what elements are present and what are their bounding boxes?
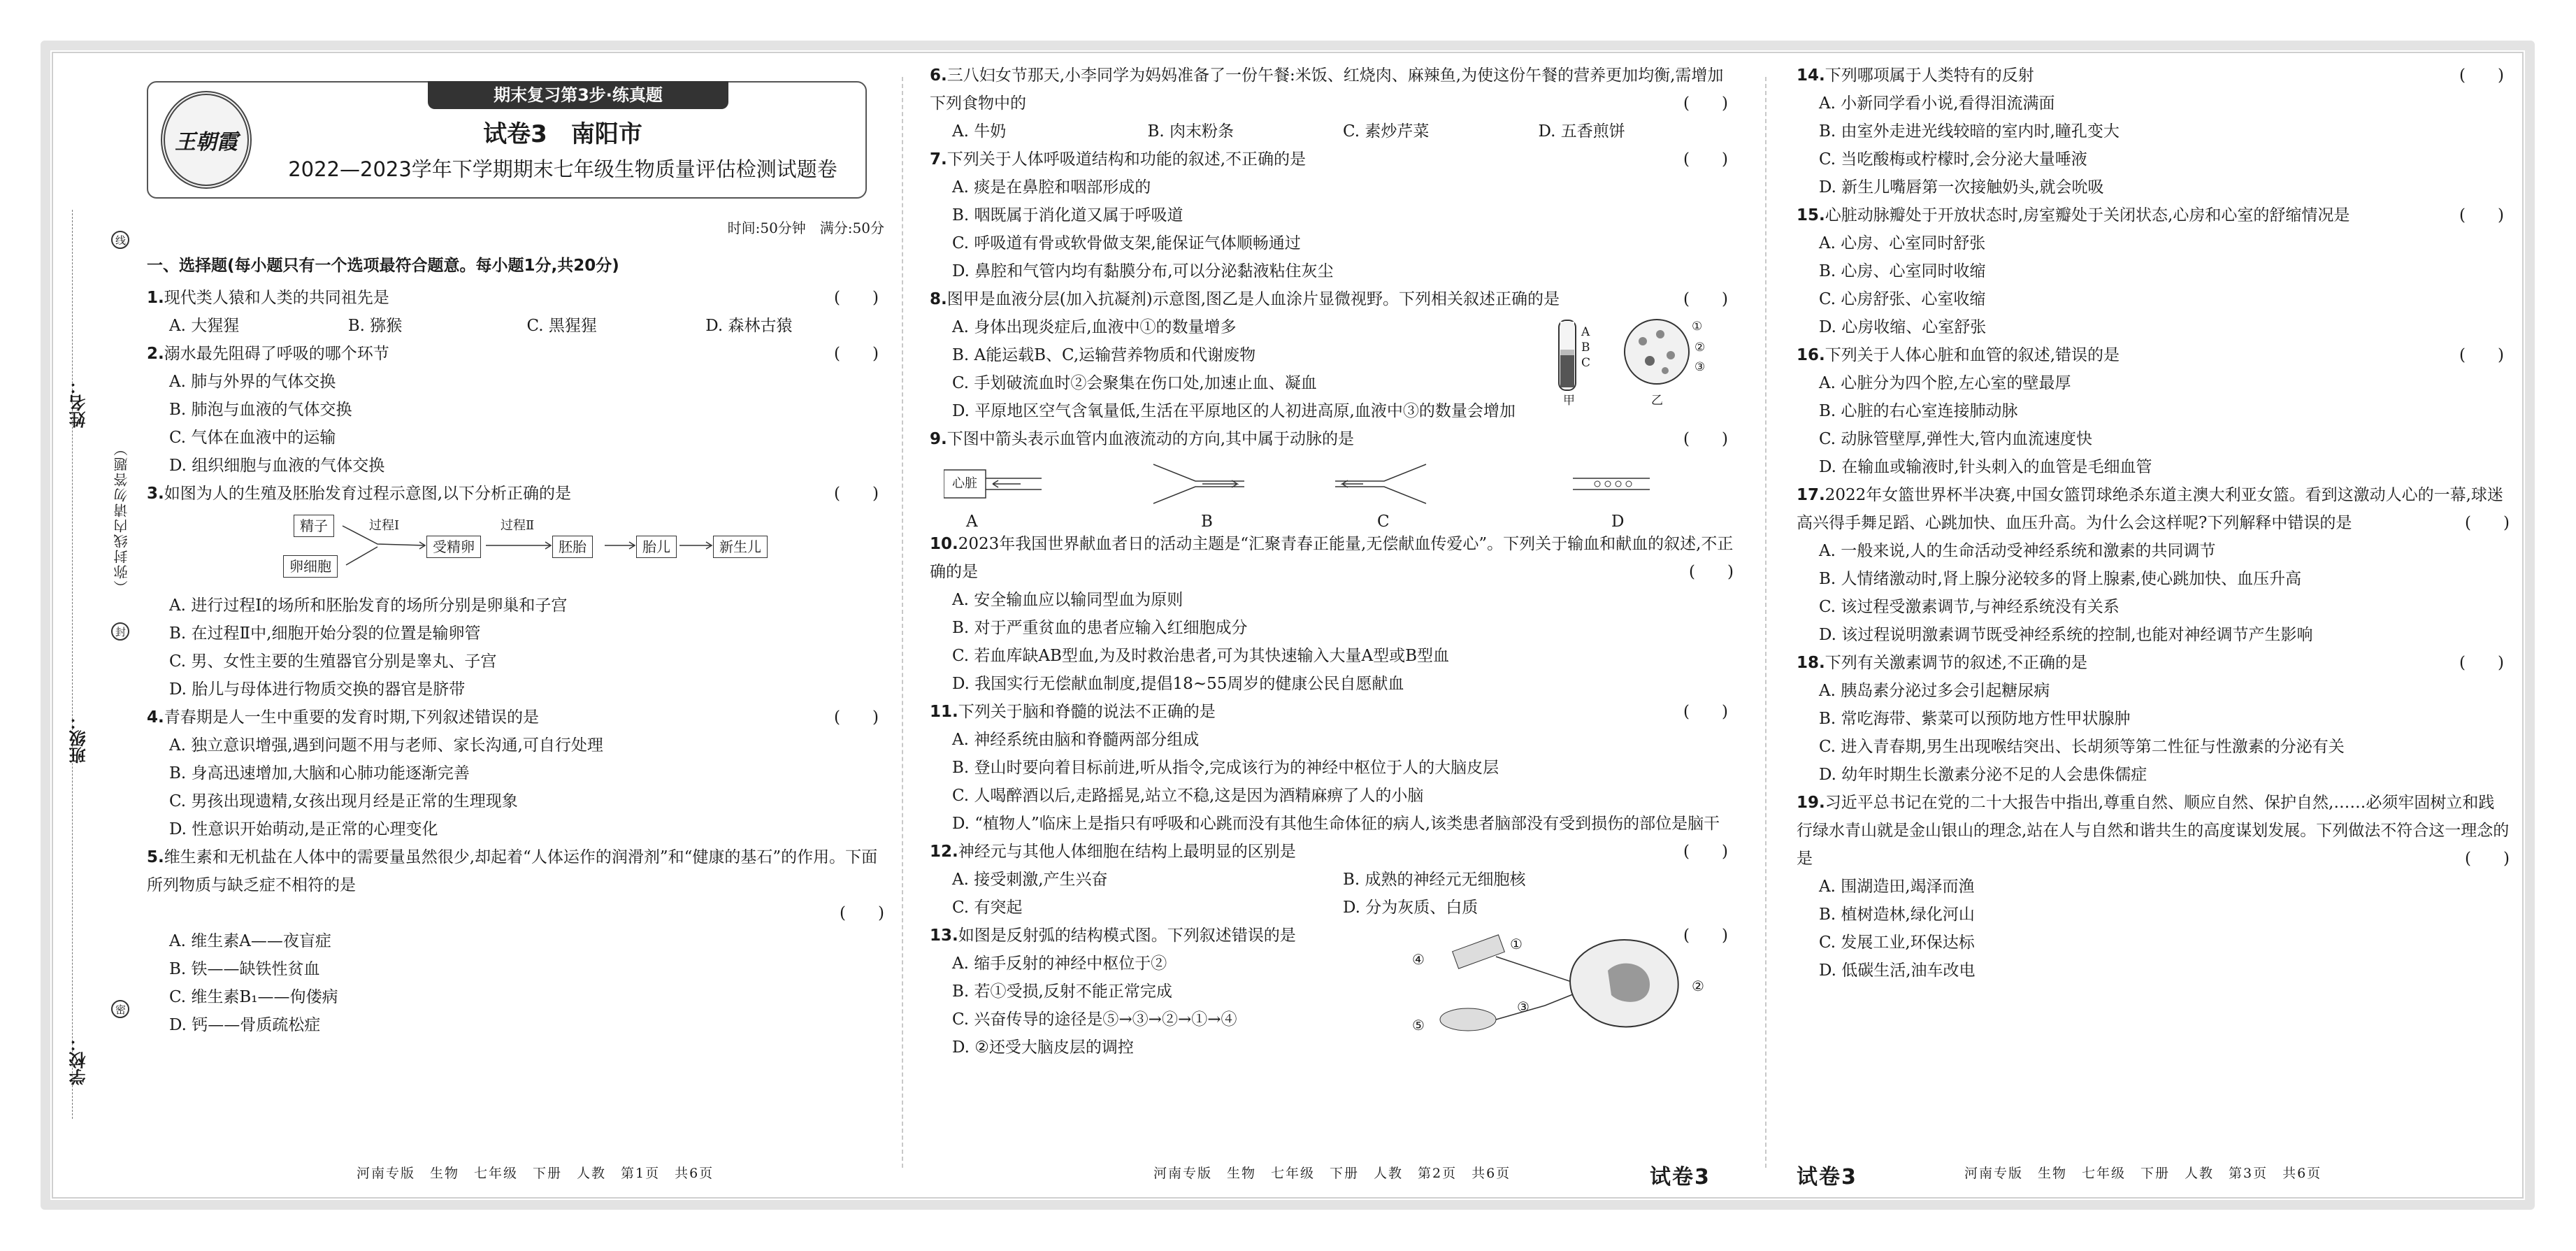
question: 5.维生素和无机盐在人体中的需要量虽然很少,却起着“人体运作的润滑剂”和“健康的基石”的作用。下面所列物质与缺乏症不相符的是 ( ) A. 维生素A——夜盲症 B. 铁——缺铁性贫血 C. 维生素B₁——佝偻病 D. 钙——骨质疏松症 [147, 848, 884, 1034]
page-1 [147, 62, 884, 1180]
question: 17.2022年女篮世界杯半决赛,中国女篮罚球绝杀东道主澳大利亚女篮。看到这激动人心的一幕,球迷高兴得手舞足蹈、心跳加快、血压升高。为什么会这样呢?下列解释中错误的是 ( ) A. 一般来说,人的生命活动受神经系统和激素的共同调节 B. 人情绪激动时,肾上腺分泌较多的肾上腺素,使心跳加快、血压升高 C. 该过程受激素调节,与神经系统没有关系 D. 该过程说明激素调节既受神经系统的控制,也能对神经调节产生影响 [1797, 486, 2510, 644]
question: 13.如图是反射弧的结构模式图。下列叙述错误的是 ( ) A. 缩手反射的神经中枢位于② B. 若①受损,反射不能正常完成 C. 兴奋传导的途径是⑤→③→②→①→④ D. ②还受大脑皮层的调控 ④ ① ② ③ ⑤ [930, 927, 1728, 1057]
header-banner: 期末复习第3步·练真题 [428, 81, 728, 109]
reproduction-flow-diagram: 精子 卵细胞 过程Ⅰ 受精卵 过程Ⅱ 胚胎 胎儿 新生儿 [147, 510, 884, 587]
page-2 [930, 62, 1734, 1189]
question: 7.下列关于人体呼吸道结构和功能的叙述,不正确的是 ( ) A. 痰是在鼻腔和咽部形成的 B. 咽既属于消化道又属于呼吸道 C. 呼吸道有骨或软骨做支架,能保证气体顺畅通过 D. 鼻腔和气管内均有黏膜分布,可以分泌黏液粘住灰尘 [930, 150, 1728, 280]
reflex-arc-figure: ④ ① ② ③ ⑤ [1412, 936, 1704, 1034]
question: 9.下图中箭头表示血管内血液流动的方向,其中属于动脉的是 ( ) 心脏 A B C D [930, 425, 1734, 530]
question: 10.2023年我国世界献血者日的活动主题是“汇聚青春正能量,无偿献血传爱心”。下列关于输血和献血的叙述,不正确的是 ( ) A. 安全输血应以输同型血为原则 B. 对于严重贫血的患者应输入红细胞成分 C. 若血库缺AB型血,为及时救治患者,可为其快速输入大量A型或B型血 D. 我国实行无偿献血制度,提倡18~55周岁的健康公民自愿献血 [930, 535, 1734, 693]
question: 14.下列哪项属于人类特有的反射 ( ) A. 小新同学看小说,看得泪流满面 B. 由室外走进光线较暗的室内时,瞳孔变大 C. 当吃酸梅或柠檬时,会分泌大量唾液 D. 新生儿嘴唇第一次接触奶头,就会吮吸 [1797, 66, 2504, 196]
class-label: 班级： [69, 713, 89, 764]
paper-number: 试卷3 [1797, 1165, 1857, 1189]
question: 8.图甲是血液分层(加入抗凝剂)示意图,图乙是人血涂片显微视野。下列相关叙述正确的是 ( ) A. 身体出现炎症后,血液中①的数量增多 B. A能运载B、C,运输营养物质和代谢废物 C. 手划破流血时②会聚集在伤口处,加速止血、凝血 D. 平原地区空气含氧量低,生活在平原地区的人初进高原,血液中③的数量会增加 A B C 甲 乙 ① ② ③ [930, 290, 1728, 420]
brand-logo: 王朝霞 [161, 91, 252, 189]
blood-figure: A B C 甲 乙 ① ② ③ [1545, 313, 1713, 411]
time-info: 时间:50分钟 满分:50分 [727, 220, 884, 236]
vessel-diagram: 心脏 A B C D [930, 453, 1734, 530]
seal-char-line: 线 [111, 231, 129, 249]
exam-title: 试卷3 南阳市 [483, 120, 642, 148]
column-separator [1765, 77, 1766, 1168]
question: 6.三八妇女节那天,小李同学为妈妈准备了一份午餐:米饭、红烧肉、麻辣鱼,为使这份午餐的营养更加均衡,需增加下列食物中的 ( ) A. 牛奶 B. 肉末粉条 C. 素炒芹菜 D. 五香煎饼 [930, 66, 1728, 141]
question: 19.习近平总书记在党的二十大报告中指出,尊重自然、顺应自然、保护自然,……必须牢固树立和践行绿水青山就是金山银山的理念,站在人与自然和谐共生的高度谋划发展。下列做法不符合这一理念的是 ( ) A. 围湖造田,竭泽而渔 B. 植树造林,绿化河山 C. 发展工业,环保达标 D. 低碳生活,油车改电 [1797, 794, 2510, 980]
section-heading: 一、选择题(每小题只有一个选项最符合题意。每小题1分,共20分) [147, 257, 619, 275]
binding-strip [66, 210, 130, 1119]
seal-hint: （弥封线内请勿答题） [113, 441, 130, 594]
exam-header [147, 81, 867, 199]
question: 4.青春期是人一生中重要的发育时期,下列叙述错误的是 ( ) A. 独立意识增强,遇到问题不用与老师、家长沟通,可自行处理 B. 身高迅速增加,大脑和心肺功能逐渐完善 C. 男孩出现遗精,女孩出现月经是正常的生理现象 D. 性意识开始萌动,是正常的心理变化 [147, 708, 879, 838]
page-footer: 河南专版 生物 七年级 下册 人教 第3页 共6页 [1964, 1166, 2322, 1181]
question: 16.下列关于人体心脏和血管的叙述,错误的是 ( ) A. 心脏分为四个腔,左心室的壁最厚 B. 心脏的右心室连接肺动脉 C. 动脉管壁厚,弹性大,管内血流速度快 D. 在输血或输液时,针头刺入的血管是毛细血管 [1797, 346, 2504, 476]
seal-line [72, 210, 73, 1119]
question: 12.神经元与其他人体细胞在结构上最明显的区别是 ( ) A. 接受刺激,产生兴奋 B. 成熟的神经元无细胞核 C. 有突起 D. 分为灰质、白质 [930, 843, 1728, 917]
column-separator [902, 77, 903, 1168]
page-footer: 河南专版 生物 七年级 下册 人教 第2页 共6页 [1153, 1166, 1511, 1181]
seal-char-secret: 密 [111, 1000, 129, 1018]
question: 11.下列关于脑和脊髓的说法不正确的是 ( ) A. 神经系统由脑和脊髓两部分组成 B. 登山时要向着目标前进,听从指令,完成该行为的神经中枢位于人的大脑皮层 C. 人喝醉酒以后,走路摇晃,站立不稳,这是因为酒精麻痹了人的小脑 D. “植物人”临床上是指只有呼吸和心跳而没有其他生命体征的病人,该类患者脑部没有受到损伤的部位是脑干 [930, 703, 1728, 833]
question: 1.现代类人猿和人类的共同祖先是 ( ) A. 大猩猩 B. 猕猴 C. 黑猩猩 D. 森林古猿 [147, 289, 879, 335]
question: 2.溺水最先阻碍了呼吸的哪个环节 ( ) A. 肺与外界的气体交换 B. 肺泡与血液的气体交换 C. 气体在血液中的运输 D. 组织细胞与血液的气体交换 [147, 345, 879, 475]
paper-number: 试卷3 [1650, 1165, 1711, 1189]
name-label: 姓名： [69, 378, 89, 428]
page-footer: 河南专版 生物 七年级 下册 人教 第1页 共6页 [357, 1166, 714, 1181]
exam-subtitle: 2022—2023学年下学期期末七年级生物质量评估检测试题卷 [288, 157, 837, 181]
question: 15.心脏动脉瓣处于开放状态时,房室瓣处于关闭状态,心房和心室的舒缩情况是 ( ) A. 心房、心室同时舒张 B. 心房、心室同时收缩 C. 心房舒张、心室收缩 D. 心房收缩、心室舒张 [1797, 206, 2504, 336]
question: 3.如图为人的生殖及胚胎发育过程示意图,以下分析正确的是 ( ) 精子 卵细胞 过程Ⅰ 受精卵 过程Ⅱ 胚胎 胎儿 新生儿 A. 进行过程Ⅰ的场所和胚胎发育的场所分别是卵巢和子宫 B. 在过程Ⅱ中,细胞开始分裂的位置是输卵管 C. 男、女性主要的生殖器官分别是睾丸、子宫 D. 胎儿与母体进行物质交换的器官是脐带 [147, 480, 884, 703]
school-label: 学校： [69, 1035, 89, 1085]
page-3 [1797, 62, 2510, 1189]
seal-char-seal: 封 [111, 622, 129, 641]
question: 18.下列有关激素调节的叙述,不正确的是 ( ) A. 胰岛素分泌过多会引起糖尿病 B. 常吃海带、紫菜可以预防地方性甲状腺肿 C. 进入青春期,男生出现喉结突出、长胡须等第二性征与性激素的分泌有关 D. 幼年时期生长激素分泌不足的人会患侏儒症 [1797, 654, 2504, 784]
